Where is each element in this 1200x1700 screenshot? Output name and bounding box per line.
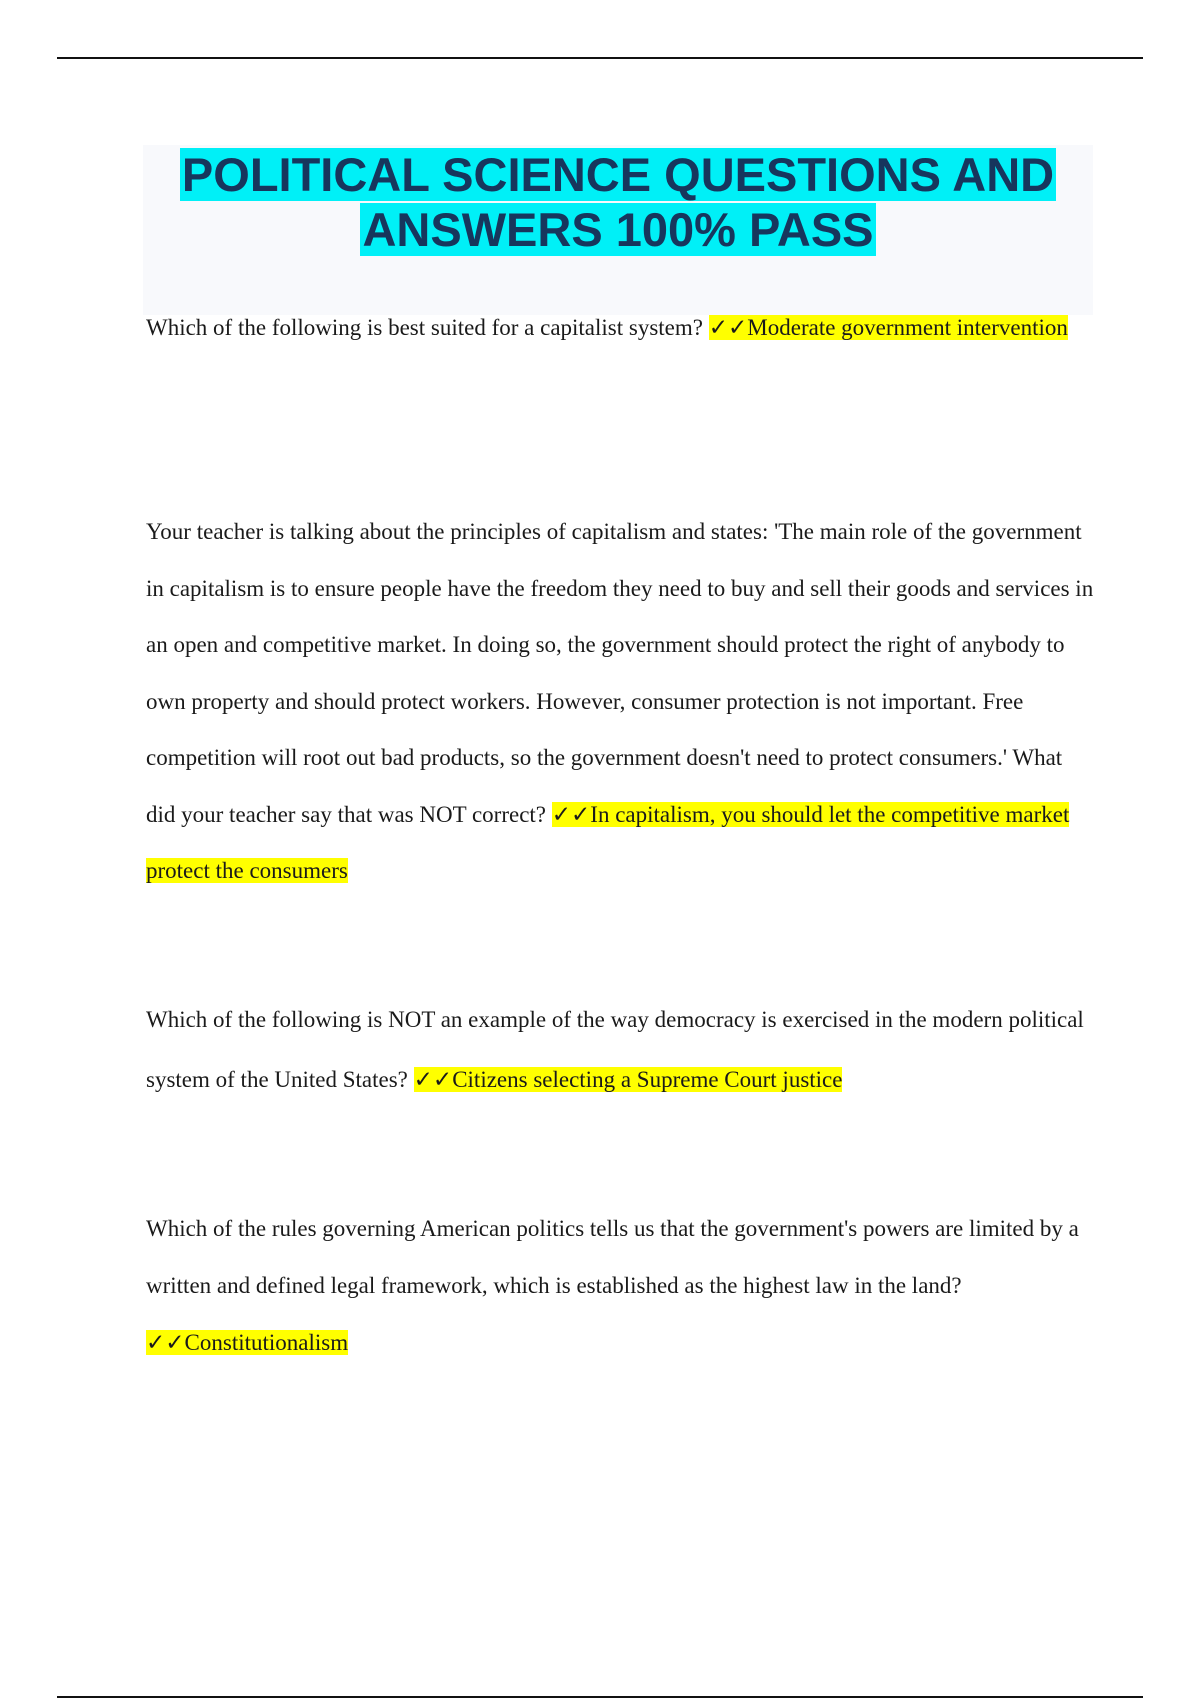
document-title-line-1: POLITICAL SCIENCE QUESTIONS AND [181, 148, 1055, 201]
answer-highlight: ✓✓In capitalism, you should let the competitive market protect the consumers [146, 801, 1070, 883]
title-banner [143, 145, 1093, 315]
document-title-line-2: ANSWERS 100% PASS [362, 203, 874, 256]
answer-highlight: ✓✓Citizens selecting a Supreme Court justice [413, 1067, 843, 1092]
question-text: Which of the following is best suited for a capitalist system? [146, 315, 709, 340]
answer-highlight: ✓✓Constitutionalism [146, 1330, 349, 1355]
question-text: Which of the rules governing American politics tells us that the government's powers are limited by a written and defined legal framework, which is established as the highest law in the land? [146, 1216, 1079, 1298]
question-text: Which of the following is NOT an example of the way democracy is exercised in the modern political system of the United States? [146, 1007, 1084, 1092]
bottom-rule [57, 1696, 1143, 1698]
qa-item-2 [146, 504, 1096, 900]
top-rule [57, 57, 1143, 59]
qa-item-1 [146, 300, 1068, 357]
question-text: Your teacher is talking about the principles of capitalism and states: 'The main role of the government in capitalism is to ensure people have the freedom they need to buy and sell their goods and services in an open and competitive market. In doing so, the government should protect the right of anybody to own property and should protect workers. However, consumer protection is not important. Free competition will root out bad products, so the government doesn't need to protect consumers.' What did your teacher say that was NOT correct? [146, 519, 1094, 827]
answer-highlight: ✓✓Moderate government intervention [708, 315, 1068, 340]
qa-item-3 [146, 990, 1096, 1110]
qa-item-4 [146, 1200, 1096, 1371]
